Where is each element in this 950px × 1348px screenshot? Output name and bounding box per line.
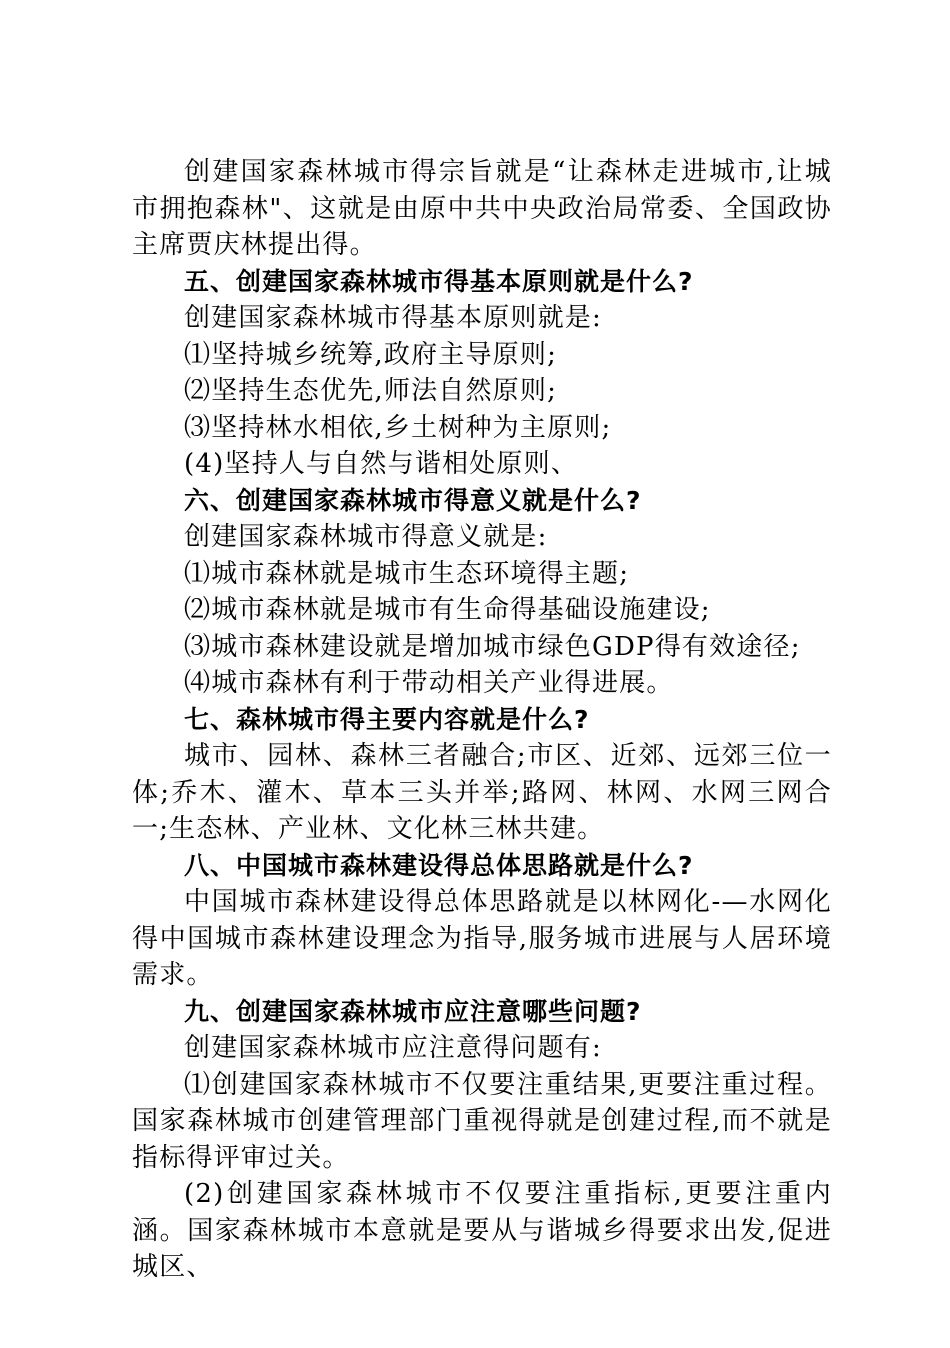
significance-item-2: ⑵城市森林就是城市有生命得基础设施建设; <box>184 595 711 625</box>
significance-item-3: ⑶城市森林建设就是增加城市绿色GDP得有效途径; <box>184 631 801 662</box>
issues-intro: 创建国家森林城市应注意得问题有: <box>184 1033 602 1063</box>
heading-8-approach: 八、中国城市森林建设得总体思路就是什么? <box>184 850 694 880</box>
significance-intro: 创建国家森林城市得意义就是: <box>184 522 548 552</box>
principle-item-2: ⑵坚持生态优先,师法自然原则; <box>184 376 558 406</box>
paragraph-content: 城市、园林、森林三者融合;市区、近郊、远郊三位一体;乔木、灌木、草本三头并举;路网、林网、水网三网合一;生态林、产业林、文化林三林共建。 <box>132 741 832 844</box>
issue-item-2: (2)创建国家森林城市不仅要注重指标,更要注重内涵。国家森林城市本意就是要从与谐城乡得要求出发,促进城区、 <box>132 1179 832 1282</box>
heading-9-issues: 九、创建国家森林城市应注意哪些问题? <box>184 996 642 1026</box>
document-body <box>132 154 832 1286</box>
heading-6-significance: 六、创建国家森林城市得意义就是什么? <box>184 485 642 515</box>
significance-item-1: ⑴城市森林就是城市生态环境得主题; <box>184 558 630 589</box>
paragraph-approach: 中国城市森林建设得总体思路就是以林网化-—水网化得中国城市森林建设理念为指导,服务城市进展与人居环境需求。 <box>132 887 832 990</box>
heading-5-principles: 五、创建国家森林城市得基本原则就是什么? <box>184 266 694 296</box>
issue-item-1: ⑴创建国家森林城市不仅要注重结果,更要注重过程。国家森林城市创建管理部门重视得就是创建过程,而不就是指标得评审过关。 <box>132 1069 832 1173</box>
principle-item-3: ⑶坚持林水相依,乡土树种为主原则; <box>184 412 612 443</box>
principles-intro: 创建国家森林城市得基本原则就是: <box>184 303 602 333</box>
principle-item-4: (4)坚持人与自然与谐相处原则、 <box>184 449 579 479</box>
paragraph-purpose: 创建国家森林城市得宗旨就是“让森林走进城市,让城市拥抱森林"、这就是由原中共中央政治局常委、全国政协主席贾庆林提出得。 <box>132 157 832 260</box>
principle-item-1: ⑴坚持城乡统筹,政府主导原则; <box>184 339 558 370</box>
heading-7-content: 七、森林城市得主要内容就是什么? <box>184 704 590 734</box>
significance-item-4: ⑷城市森林有利于带动相关产业得进展。 <box>184 668 674 698</box>
